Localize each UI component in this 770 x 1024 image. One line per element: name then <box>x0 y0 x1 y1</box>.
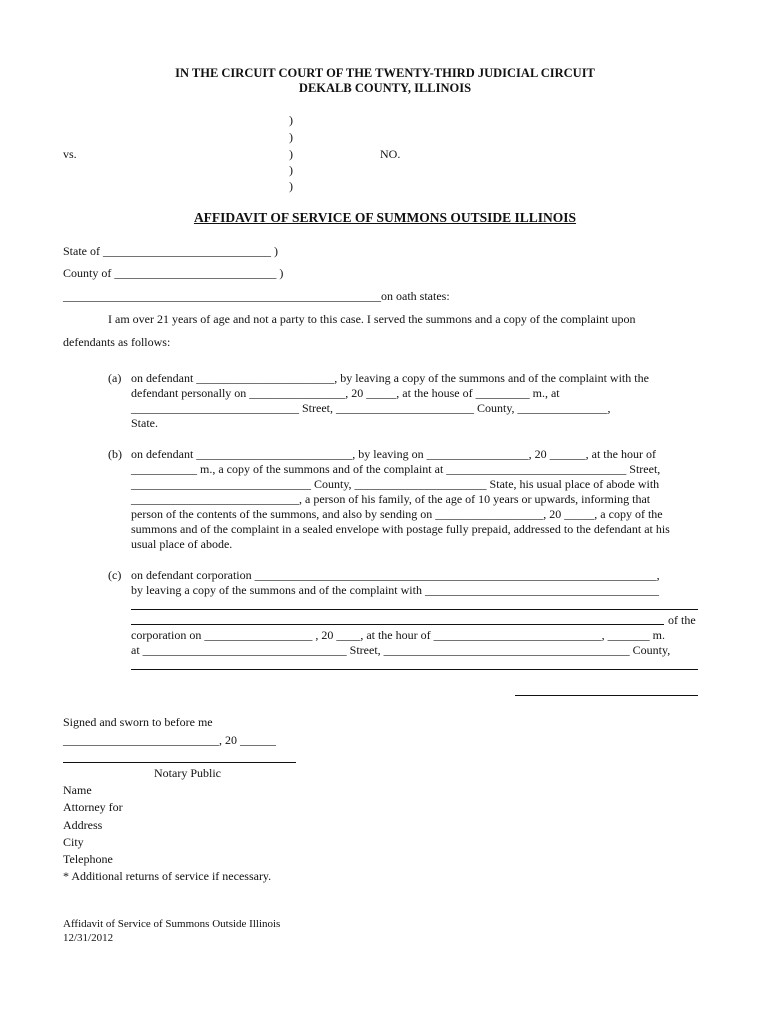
caption-paren: ) <box>289 130 293 144</box>
section-a-line-2: defendant personally on ________________, 20 _____, at the house of _________ m., at <box>131 386 560 400</box>
section-b-line-5: person of the contents of the summons, and also by sending on __________________, 20 _____, a copy of the <box>131 507 663 521</box>
address-label: Address <box>63 818 103 832</box>
state-of-line: State of ____________________________ ) <box>63 244 278 258</box>
affiant-signature-line <box>515 695 698 696</box>
county-of-line: County of ___________________________ ) <box>63 266 284 280</box>
section-a-line-1: on defendant _______________________, by leaving a copy of the summons and of the complaint with the <box>131 371 649 385</box>
oath-line: _____________________________________________________on oath states: <box>63 289 450 303</box>
additional-returns-note: * Additional returns of service if necessary. <box>63 869 272 883</box>
section-b-line-2: ___________ m., a copy of the summons and of the complaint at ______________________________ Street, <box>131 462 661 476</box>
section-c-blank-rule <box>131 624 664 625</box>
section-c-blank-rule <box>131 609 698 610</box>
section-b-line-7: usual place of abode. <box>131 537 233 551</box>
section-a-line-3: ____________________________ Street, _______________________ County, _______________, <box>131 401 611 415</box>
section-b-line-6: summons and of the complaint in a sealed envelope with postage fully prepaid, addressed to the defendant at his <box>131 522 670 536</box>
form-date-footer: 12/31/2012 <box>63 932 114 944</box>
telephone-label: Telephone <box>63 852 113 866</box>
versus-label: vs. <box>63 147 77 161</box>
intro-line-1: I am over 21 years of age and not a party to this case. I served the summons and a copy of the complaint upon <box>108 312 636 326</box>
affidavit-title: AFFIDAVIT OF SERVICE OF SUMMONS OUTSIDE ILLINOIS <box>193 210 577 225</box>
notary-signature-line <box>63 762 296 763</box>
section-a-label: (a) <box>108 371 122 385</box>
attorney-for-label: Attorney for <box>63 800 123 814</box>
caption-paren: ) <box>289 113 293 127</box>
sworn-date-line: __________________________, 20 ______ <box>63 733 276 747</box>
caption-paren: ) <box>289 147 293 161</box>
section-a-line-4: State. <box>131 416 158 430</box>
intro-line-2: defendants as follows: <box>63 335 171 349</box>
section-c-of-the: of the <box>668 613 696 627</box>
court-heading: IN THE CIRCUIT COURT OF THE TWENTY-THIRD JUDICIAL CIRCUIT <box>175 66 595 80</box>
section-b-line-4: ____________________________, a person of his family, of the age of 10 years or upwards, informing that <box>131 492 651 506</box>
sworn-text: Signed and sworn to before me <box>63 715 213 729</box>
attorney-name-label: Name <box>63 783 92 797</box>
caption-paren: ) <box>289 179 293 193</box>
section-c-line-6: at __________________________________ Street, _________________________________________ County, <box>131 643 671 657</box>
notary-public-label: Notary Public <box>154 766 221 780</box>
form-name-footer: Affidavit of Service of Summons Outside Illinois <box>63 918 281 930</box>
caption-paren: ) <box>289 163 293 177</box>
section-b-label: (b) <box>108 447 122 461</box>
section-b-line-3: ______________________________ County, ______________________ State, his usual place of abode with <box>131 477 660 491</box>
section-c-line-2: by leaving a copy of the summons and of the complaint with _______________________________________ <box>131 583 659 597</box>
county-heading: DEKALB COUNTY, ILLINOIS <box>298 81 472 95</box>
section-c-line-5: corporation on __________________ , 20 ____, at the hour of ____________________________, _______ m. <box>131 628 665 642</box>
section-b-line-1: on defendant __________________________, by leaving on _________________, 20 ______, at the hour of <box>131 447 656 461</box>
section-c-blank-rule <box>131 669 698 670</box>
section-c-label: (c) <box>108 568 122 582</box>
case-number-label: NO. <box>380 147 401 161</box>
section-c-line-1: on defendant corporation ___________________________________________________________________, <box>131 568 660 582</box>
city-label: City <box>63 835 84 849</box>
